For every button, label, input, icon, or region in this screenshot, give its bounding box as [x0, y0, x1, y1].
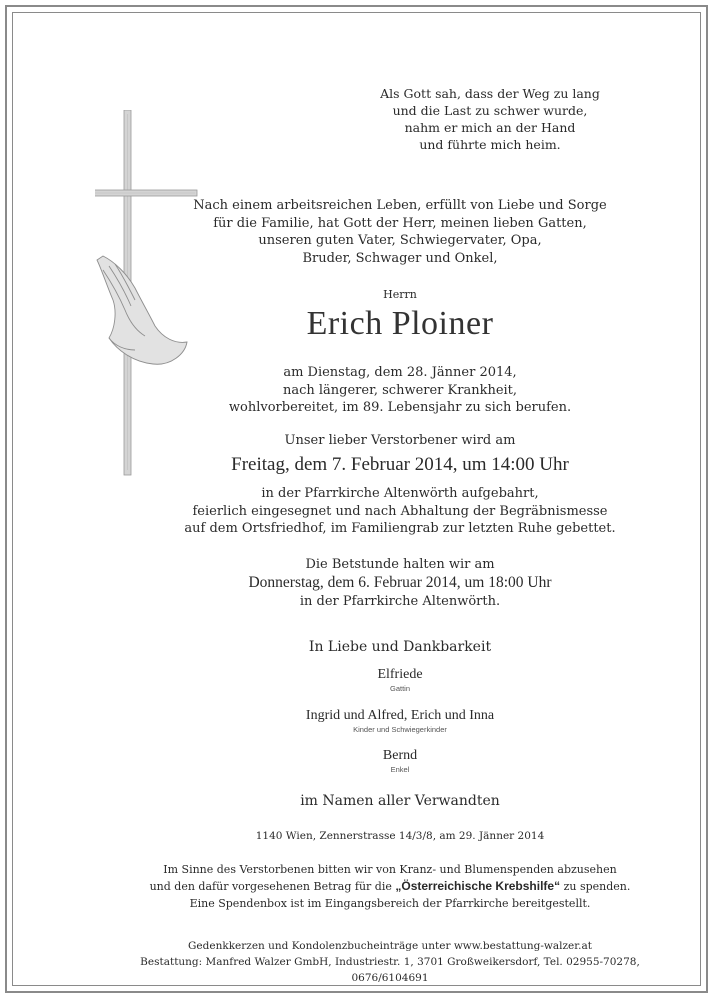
funeral-line: feierlich eingesegnet und nach Abhaltung der Begräbnismesse [192, 503, 608, 519]
footer-line: Bestattung: Manfred Walzer GmbH, Industriestr. 1, 3701 Großweikersdorf, Tel. 02955-70278, 0676/6104691 [140, 956, 640, 984]
salutation: Herrn [383, 288, 417, 301]
intro-text [150, 197, 650, 267]
donation-line: Im Sinne des Verstorbenen bitten wir von Kranz- und Blumenspenden abzusehen [163, 863, 617, 876]
family-member [150, 667, 650, 693]
intro-line: für die Familie, hat Gott der Herr, meinen lieben Gatten, [213, 215, 587, 231]
donation-text: und den dafür vorgesehenen Betrag für die [149, 880, 396, 893]
motto-verse [330, 85, 650, 153]
donation-text: zu spenden. [560, 880, 631, 893]
family-role: Kinder und Schwiegerkinder [353, 725, 447, 734]
wake-intro: Die Betstunde halten wir am [305, 557, 495, 572]
funeral-intro: Unser lieber Verstorbener wird am [284, 433, 516, 448]
wake-date: Donnerstag, dem 6. Februar 2014, um 18:00 Uhr [248, 574, 552, 591]
motto-line: nahm er mich an der Hand [404, 120, 576, 135]
death-line: nach längerer, schwerer Krankheit, [282, 382, 518, 398]
motto-line: Als Gott sah, dass der Weg zu lang [380, 86, 600, 101]
motto-line: und führte mich heim. [419, 137, 561, 152]
intro-line: unseren guten Vater, Schwiegervater, Opa, [258, 233, 542, 248]
funeral-line: in der Pfarrkirche Altenwörth aufgebahrt, [261, 486, 539, 501]
family-member [150, 748, 650, 774]
funeral-details [150, 485, 650, 538]
intro-line: Nach einem arbeitsreichen Leben, erfüllt von Liebe und Sorge [193, 198, 607, 213]
death-line: am Dienstag, dem 28. Jänner 2014, [283, 365, 517, 380]
closing-phrase: In Liebe und Dankbarkeit [308, 639, 492, 655]
relatives-line: im Namen aller Verwandten [300, 793, 500, 809]
place-date: 1140 Wien, Zennerstrasse 14/3/8, am 29. Jänner 2014 [255, 830, 545, 842]
donation-line [120, 878, 660, 895]
death-line: wohlvorbereitet, im 89. Lebensjahr zu sich berufen. [228, 400, 572, 415]
death-notice [150, 364, 650, 417]
family-name: Elfriede [377, 667, 423, 682]
funeral-home-footer [120, 938, 660, 986]
family-role: Enkel [390, 765, 410, 774]
donation-request [120, 861, 660, 912]
donation-line: Eine Spendenbox ist im Eingangsbereich der Pfarrkirche bereitgestellt. [189, 897, 591, 910]
footer-line: Gedenkkerzen und Kondolenzbucheinträge unter www.bestattung-walzer.at [188, 940, 592, 952]
family-member [150, 708, 650, 734]
motto-line: und die Last zu schwer wurde, [392, 103, 588, 118]
family-role: Gattin [389, 684, 410, 693]
family-name: Ingrid und Alfred, Erich und Inna [305, 708, 495, 723]
funeral-date: Freitag, dem 7. Februar 2014, um 14:00 Uhr [231, 454, 569, 475]
funeral-line: auf dem Ortsfriedhof, im Familiengrab zur letzten Ruhe gebettet. [184, 521, 616, 536]
intro-line: Bruder, Schwager und Onkel, [302, 250, 498, 266]
wake-place: in der Pfarrkirche Altenwörth. [299, 594, 501, 609]
deceased-name: Erich Ploiner [306, 305, 494, 342]
charity-name: „Österreichische Krebshilfe“ [395, 879, 561, 893]
family-name: Bernd [382, 748, 418, 763]
